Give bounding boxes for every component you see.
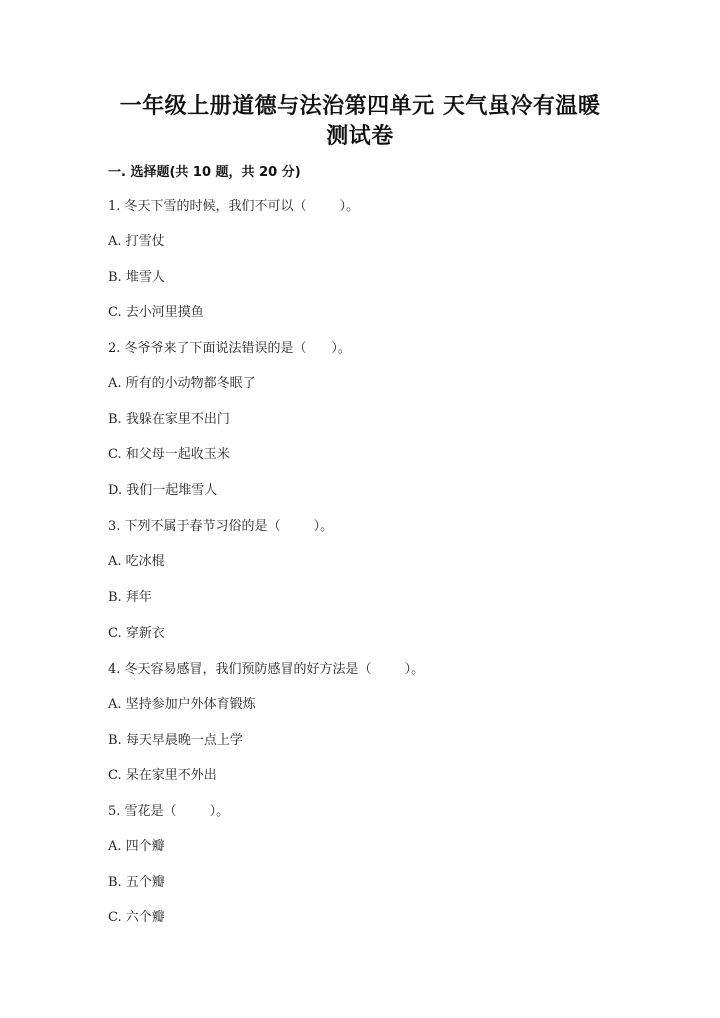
- question-2-option-d: D. 我们一起堆雪人: [108, 483, 218, 498]
- question-1-option-b: B. 堆雪人: [108, 270, 165, 285]
- question-1-stem: 1. 冬天下雪的时候，我们不可以（ ）。: [108, 199, 360, 214]
- question-5-option-b: B. 五个瓣: [108, 875, 165, 890]
- question-2-option-b: B. 我躲在家里不出门: [108, 412, 230, 427]
- question-4-option-b: B. 每天早晨晚一点上学: [108, 733, 243, 748]
- page-title-line-1: 一年级上册道德与法治第四单元 天气虽冷有温暖: [119, 94, 601, 119]
- question-4-option-a: A. 坚持参加户外体育锻炼: [108, 697, 256, 712]
- question-4-option-c: C. 呆在家里不外出: [108, 768, 217, 783]
- question-1-option-a: A. 打雪仗: [108, 234, 165, 249]
- question-2-option-a: A. 所有的小动物都冬眠了: [108, 376, 256, 391]
- question-3-option-a: A. 吃冰棍: [108, 554, 165, 569]
- question-3-option-b: B. 拜年: [108, 590, 152, 605]
- question-5-option-a: A. 四个瓣: [108, 839, 165, 854]
- question-4-stem: 4. 冬天容易感冒，我们预防感冒的好方法是（ ）。: [108, 662, 425, 677]
- question-3-stem: 3. 下列不属于春节习俗的是（ ）。: [108, 519, 334, 534]
- question-5-option-c: C. 六个瓣: [108, 910, 165, 925]
- question-5-stem: 5. 雪花是（ ）。: [108, 804, 230, 819]
- question-2-option-c: C. 和父母一起收玉米: [108, 447, 230, 462]
- page-title-line-2: 测试卷: [326, 124, 394, 149]
- question-1-option-c: C. 去小河里摸鱼: [108, 305, 204, 320]
- question-2-stem: 2. 冬爷爷来了下面说法错误的是（ ）。: [108, 341, 351, 356]
- section-heading: 一. 选择题(共 10 题，共 20 分): [108, 165, 301, 180]
- question-3-option-c: C. 穿新衣: [108, 626, 165, 641]
